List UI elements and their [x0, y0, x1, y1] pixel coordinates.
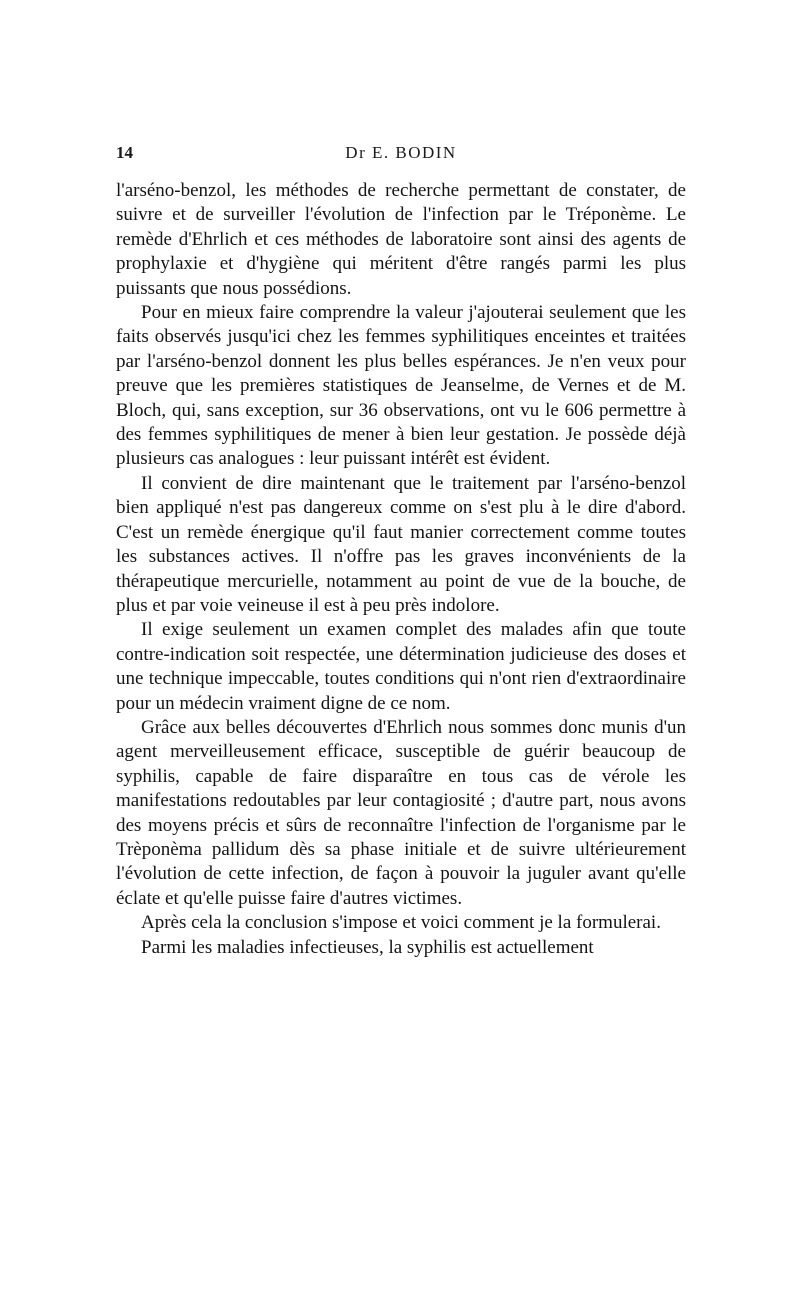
paragraph-continuation: l'arséno-benzol, les méthodes de recherche permettant de constater, de suivre et de surveiller l'évolution de l'infection par le Tréponème. Le remède d'Ehrlich et ces méthodes de laboratoire sont ainsi des agents de prophylaxie et d'hygiène qui méritent d'être rangés parmi les plus puissants que nous possédions. [116, 180, 686, 299]
paragraph: Après cela la conclusion s'impose et voici comment je la formulerai. [141, 912, 661, 934]
paragraph: Parmi les maladies infectieuses, la syphilis est actuellement [141, 936, 594, 958]
paragraph: Il convient de dire maintenant que le traitement par l'arséno-benzol bien appliqué n'est pas dangereux comme on s'est plu à le dire d'abord. C'est un remède énergique qu'il faut manier correctement comme toutes les substances actives. Il n'offre pas les graves inconvénients de la thérapeutique mercurielle, notamment au point de vue de la bouche, de plus et par voie veineuse il est à peu près indolore. [116, 472, 686, 616]
page-header [116, 143, 686, 169]
paragraph: Pour en mieux faire comprendre la valeur j'ajouterai seulement que les faits observés jusqu'ici chez les femmes syphilitiques enceintes et traitées par l'arséno-benzol donnent les plus belles espérances. Je n'en veux pour preuve que les premières statistiques de Jeanselme, de Vernes et de M. Bloch, qui, sans exception, sur 36 observations, ont vu le 606 permettre à des femmes syphilitiques de mener à bien leur gestation. Je possède déjà plusieurs cas analogues : leur puissant intérêt est évident. [116, 302, 686, 470]
body-text [116, 179, 686, 960]
page-number: 14 [116, 143, 133, 162]
paragraph: Grâce aux belles découvertes d'Ehrlich nous sommes donc munis d'un agent merveilleusement efficace, susceptible de guérir beaucoup de syphilis, capable de faire disparaître en tous cas de vérole les manifestations redoutables par leur contagiosité ; d'autre part, nous avons des moyens précis et sûrs de reconnaître l'infection de l'organisme par le Trèponèma pallidum dès sa phase initiale et de suivre ultérieurement l'évolution de cette infection, de façon à pouvoir la juguler avant qu'elle éclate et qu'elle puisse faire d'autres victimes. [116, 716, 686, 909]
running-head: Dr E. BODIN [345, 143, 457, 162]
paragraph: Il exige seulement un examen complet des malades afin que toute contre-indication soit respectée, une détermination judicieuse des doses et une technique impeccable, toutes conditions qui n'ont rien d'extraordinaire pour un médecin vraiment digne de ce nom. [116, 619, 686, 714]
